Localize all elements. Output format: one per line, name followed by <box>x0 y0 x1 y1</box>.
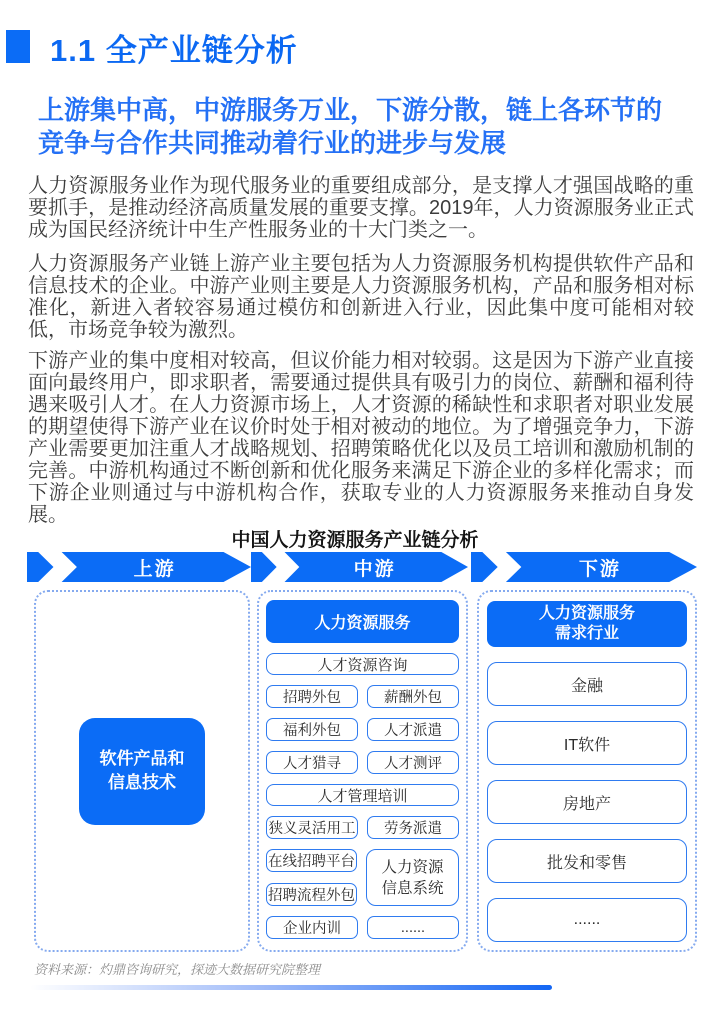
midstream-item-payroll-outsourcing: 薪酬外包 <box>367 685 459 708</box>
upstream-column <box>34 590 250 952</box>
section-marker-square <box>6 30 30 63</box>
downstream-column <box>477 590 697 952</box>
bottom-accent-bar <box>30 985 552 990</box>
midstream-column <box>257 590 468 952</box>
midstream-item-ellipsis: ...... <box>367 916 459 939</box>
midstream-platform-stack <box>266 849 357 906</box>
midstream-item-benefits-outsourcing: 福利外包 <box>266 718 358 741</box>
downstream-industry-wholesale-retail: 批发和零售 <box>487 839 687 883</box>
downstream-header <box>487 601 687 647</box>
midstream-row-hunting-assessment <box>266 751 459 774</box>
downstream-header-line2: 需求行业 <box>554 625 619 642</box>
paragraph-upstream-midstream: 人力资源服务产业链上游产业主要包括为人力资源服务机构提供软件产品和信息技术的企业。中游产业则主要是人力资源服务机构，产品和服务相对标准化，新进入者较容易通过模仿和创新进入行业，因此集中度可能相对较低，市场竞争较为激烈。 <box>28 253 694 341</box>
midstream-item-recruitment-outsourcing: 招聘外包 <box>266 685 358 708</box>
midstream-item-talent-assessment: 人才测评 <box>367 751 459 774</box>
midstream-item-online-recruitment: 在线招聘平台 <box>266 849 357 872</box>
downstream-industry-ellipsis: ...... <box>487 898 687 942</box>
midstream-item-consulting: 人才资源咨询 <box>266 653 459 675</box>
diagram-title: 中国人力资源服务产业链分析 <box>231 530 479 551</box>
stage-label-downstream: 下游 <box>578 558 621 580</box>
midstream-item-management-training: 人才管理培训 <box>266 784 459 806</box>
midstream-row-platform-system <box>266 849 459 906</box>
upstream-box-line2: 信息技术 <box>108 773 176 792</box>
midstream-item-rpo: 招聘流程外包 <box>266 883 357 906</box>
midstream-row-benefits-dispatch <box>266 718 459 741</box>
stage-label-upstream: 上游 <box>133 558 176 580</box>
hr-info-system-line1: 人力资源 <box>381 858 444 876</box>
downstream-header-line1: 人力资源服务 <box>538 605 635 622</box>
midstream-row-outsourcing <box>266 685 459 708</box>
stage-arrow-downstream <box>471 552 697 582</box>
stage-arrow-upstream <box>27 552 251 582</box>
midstream-item-flexible-staffing: 狭义灵活用工 <box>266 816 358 839</box>
midstream-row-flexible-labor <box>266 816 459 839</box>
upstream-box-line1: 软件产品和 <box>99 749 185 768</box>
section-subtitle: 上游集中高，中游服务万业，下游分散，链上各环节的竞争与合作共同推动着行业的进步与发展 <box>38 95 663 158</box>
downstream-industry-finance: 金融 <box>487 662 687 706</box>
page-title: 1.1 全产业链分析 <box>50 33 298 68</box>
paragraph-industry-overview: 人力资源服务业作为现代服务业的重要组成部分，是支撑人才强国战略的重要抓手，是推动经济高质量发展的重要支撑。2019年，人力资源服务业正式成为国民经济统计中生产性服务业的十大门类之一。 <box>28 175 694 241</box>
downstream-industry-it-software: IT软件 <box>487 721 687 765</box>
midstream-item-talent-dispatch: 人才派遣 <box>367 718 459 741</box>
midstream-header: 人力资源服务 <box>266 600 459 643</box>
midstream-row-training-ellipsis <box>266 916 459 939</box>
stage-label-midstream: 中游 <box>353 558 396 580</box>
paragraph-downstream: 下游产业的集中度相对较高，但议价能力相对较弱。这是因为下游产业直接面向最终用户，即求职者，需要通过提供具有吸引力的岗位、薪酬和福利待遇来吸引人才。在人力资源市场上，人才资源的稀缺性和求职者对职业发展的期望使得下游产业在议价时处于相对被动的地位。为了增强竞争力，下游产业需要更加注重人才战略规划、招聘策略优化以及员工培训和激励机制的完善。中游机构通过不断创新和优化服务来满足下游企业的多样化需求；而下游企业则通过与中游机构合作，获取专业的人力资源服务来推动自身发展。 <box>28 350 694 526</box>
stage-arrow-midstream <box>251 552 468 582</box>
midstream-item-corporate-training: 企业内训 <box>266 916 358 939</box>
downstream-industry-real-estate: 房地产 <box>487 780 687 824</box>
midstream-item-headhunting: 人才猎寻 <box>266 751 358 774</box>
source-note: 资料来源：灼鼎咨询研究，探迹大数据研究院整理 <box>34 962 321 977</box>
hr-info-system-line2: 信息系统 <box>381 879 444 897</box>
upstream-software-it-box <box>79 718 205 825</box>
midstream-item-labor-dispatch: 劳务派遣 <box>367 816 459 839</box>
midstream-item-hr-info-system <box>366 849 459 906</box>
